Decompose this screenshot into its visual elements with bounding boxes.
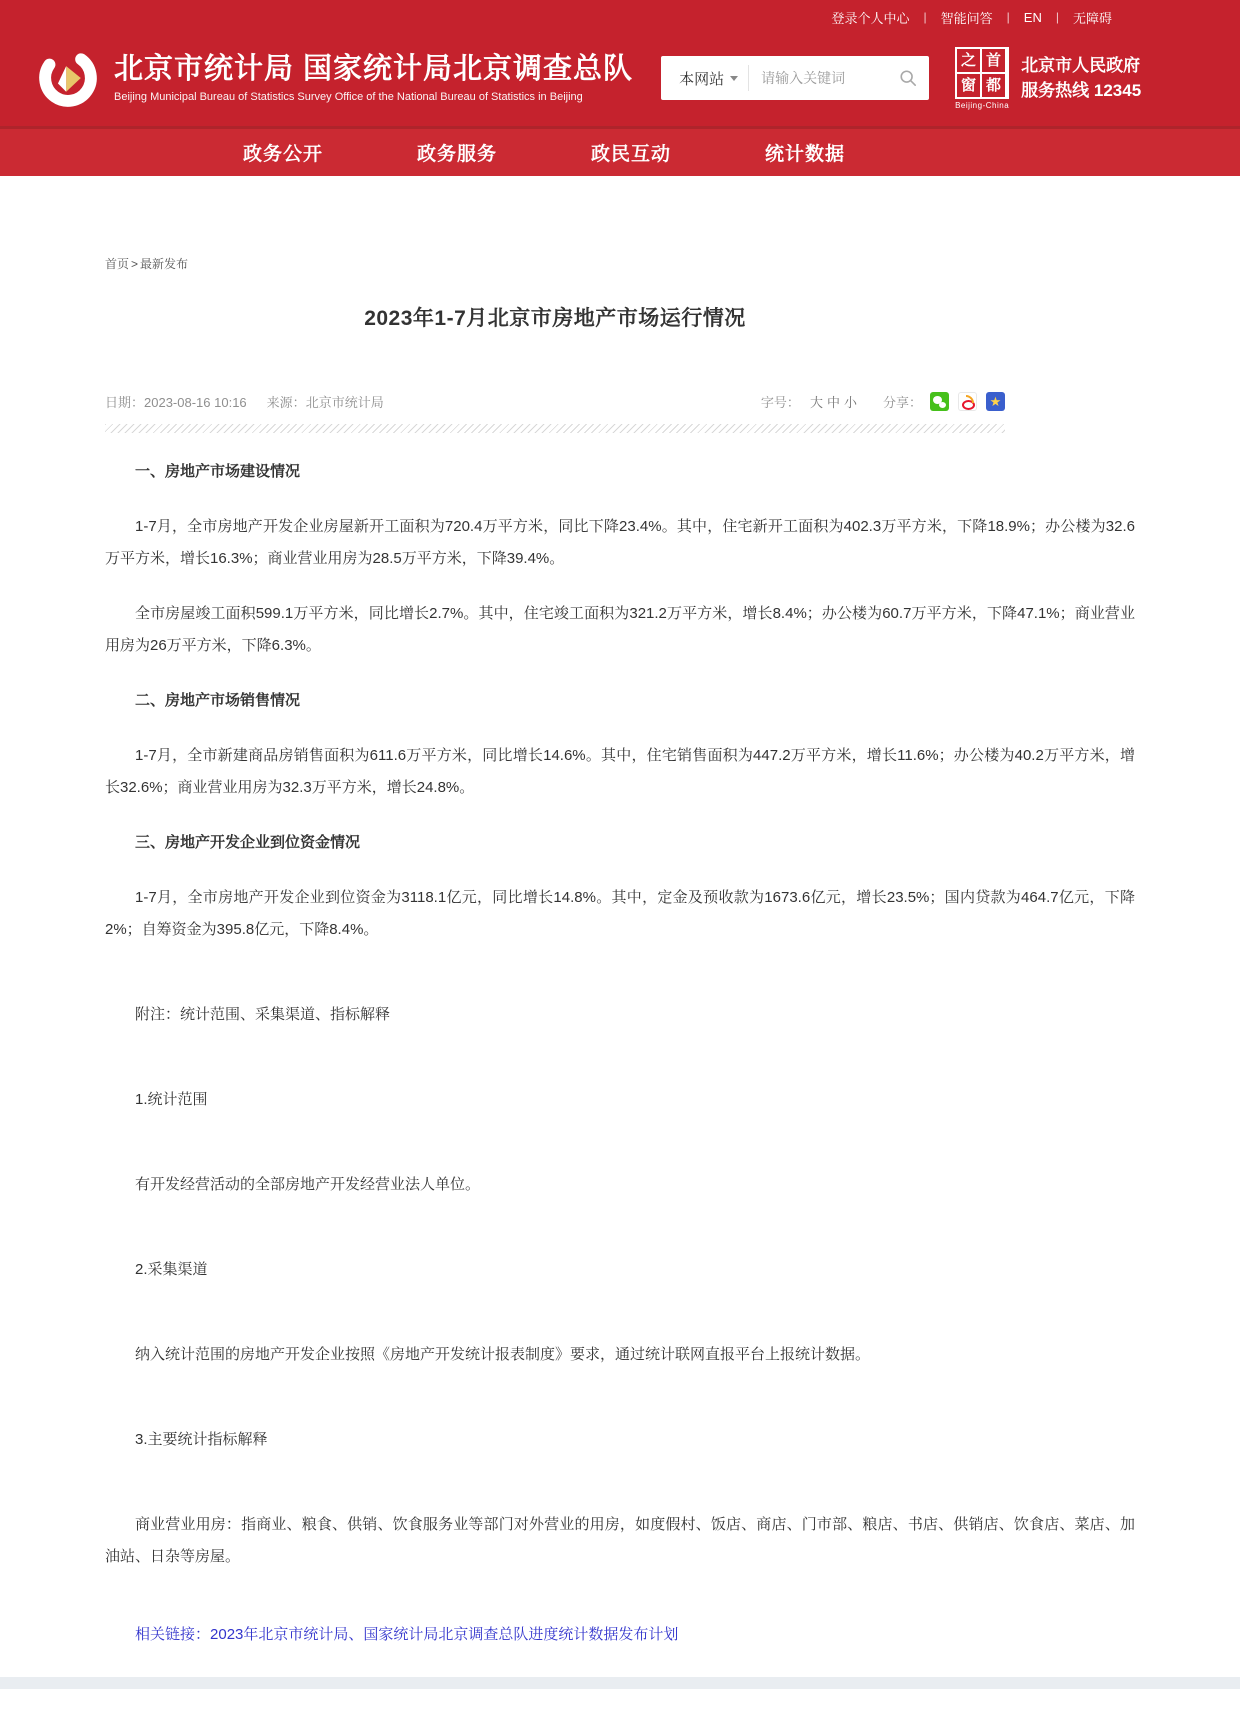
- breadcrumb-separator: >: [131, 257, 139, 271]
- page-title: 2023年1-7月北京市房地产市场运行情况: [364, 307, 746, 330]
- brand-block: [114, 53, 633, 103]
- body-paragraph: 1-7月，全市房地产开发企业房屋新开工面积为720.4万平方米，同比下降23.4%。其中，住宅新开工面积为402.3万平方米，下降18.9%；办公楼为32.6万平方米，增长16.3%；商业营业用房为28.5万平方米，下降39.4%。: [105, 518, 1135, 567]
- search-icon: [899, 69, 917, 87]
- section-heading: 一、房地产市场建设情况: [135, 463, 301, 480]
- topbar-separator: |: [923, 10, 927, 24]
- topbar-links: [832, 8, 1112, 27]
- search-box: [661, 56, 929, 100]
- bureau-logo-icon: [36, 46, 100, 110]
- fontsize-option-大[interactable]: 大: [809, 395, 823, 410]
- capital-window-grid: [955, 47, 1009, 99]
- qzone-share-icon[interactable]: [986, 392, 1005, 411]
- topbar-link-2[interactable]: 智能问答: [940, 10, 993, 26]
- topbar-separator: |: [1055, 10, 1059, 24]
- government-hotline: [1021, 53, 1141, 104]
- topbar-link-1[interactable]: 登录个人中心: [831, 10, 910, 26]
- fontsize-option-小[interactable]: 小: [843, 395, 857, 410]
- meta-right: [761, 392, 1005, 411]
- topbar: [0, 0, 1240, 34]
- search-scope-dropdown[interactable]: [661, 68, 748, 89]
- capital-window-char-4: 都: [982, 74, 1005, 97]
- nav-item-1[interactable]: 政务公开: [243, 144, 324, 165]
- body-paragraph: 附注：统计范围、采集渠道、指标解释: [135, 1006, 391, 1023]
- site-title: 北京市统计局 国家统计局北京调查总队: [114, 52, 634, 85]
- nav-item-2[interactable]: 政务服务: [417, 144, 498, 165]
- bureau-logo[interactable]: [36, 46, 100, 110]
- body-paragraph: 全市房屋竣工面积599.1万平方米，同比增长2.7%。其中，住宅竣工面积为321.2万平方米，增长8.4%；办公楼为60.7万平方米，下降47.1%；商业营业用房为26万平方米，下降6.3%。: [105, 605, 1135, 654]
- hotline-line2: 服务热线 12345: [1021, 81, 1142, 100]
- body-paragraph: 商业营业用房：指商业、粮食、供销、饮食服务业等部门对外营业的用房，如度假村、饭店、商店、门市部、粮店、书店、供销店、饮食店、菜店、加油站、日杂等房屋。: [105, 1516, 1135, 1565]
- page-body: [0, 255, 1240, 1677]
- footer-strip: [0, 1677, 1240, 1689]
- topbar-separator: |: [1006, 10, 1010, 24]
- breadcrumb: [105, 255, 1135, 272]
- related-links: [105, 1619, 1135, 1651]
- section-heading: 二、房地产市场销售情况: [135, 692, 301, 709]
- nav-item-3[interactable]: 政民互动: [591, 144, 672, 165]
- breadcrumb-item-2[interactable]: 最新发布: [140, 257, 189, 271]
- capital-window-caption: Beijing-China: [955, 100, 1010, 110]
- site-header: [0, 34, 1240, 126]
- nav-item-4[interactable]: 统计数据: [765, 144, 846, 165]
- body-paragraph: 3.主要统计指标解释: [135, 1431, 268, 1448]
- meta-left: [105, 392, 398, 411]
- share-icons: [930, 392, 1005, 411]
- fontsize-options: [808, 392, 859, 411]
- search-button[interactable]: [899, 69, 929, 87]
- section-heading: 三、房地产开发企业到位资金情况: [135, 834, 361, 851]
- capital-window-char-1: 之: [957, 49, 980, 72]
- related-link[interactable]: 2023年北京市统计局、国家统计局北京调查总队进度统计数据发布计划: [210, 1626, 679, 1643]
- search-input[interactable]: [749, 70, 899, 86]
- capital-window-char-2: 首: [982, 49, 1005, 72]
- capital-window-logo[interactable]: [955, 47, 1009, 110]
- article-date: 日期：2023-08-16 10:16: [105, 395, 247, 410]
- chevron-down-icon: [730, 76, 738, 81]
- related-label: 相关链接：: [135, 1626, 211, 1643]
- share-label: 分享：: [882, 395, 922, 410]
- wechat-share-icon[interactable]: [930, 392, 949, 411]
- search-scope-label: 本网站: [679, 70, 725, 88]
- main-nav: [0, 126, 1240, 176]
- article-header: [105, 302, 1005, 433]
- breadcrumb-item-1[interactable]: 首页: [105, 257, 130, 271]
- hatched-divider: [105, 424, 1005, 433]
- capital-window-char-3: 窗: [957, 74, 980, 97]
- fontsize-label: 字号：: [760, 395, 800, 410]
- body-paragraph: 有开发经营活动的全部房地产开发经营业法人单位。: [135, 1176, 481, 1193]
- article-source: 来源：北京市统计局: [266, 395, 384, 410]
- body-paragraph: 纳入统计范围的房地产开发企业按照《房地产开发统计报表制度》要求，通过统计联网直报平台上报统计数据。: [135, 1346, 871, 1363]
- hotline-line1: 北京市人民政府: [1021, 55, 1141, 75]
- topbar-link-4[interactable]: 无障碍: [1072, 10, 1112, 26]
- body-paragraph: 1.统计范围: [135, 1091, 208, 1108]
- body-paragraph: 1-7月，全市房地产开发企业到位资金为3118.1亿元，同比增长14.8%。其中，定金及预收款为1673.6亿元，增长23.5%；国内贷款为464.7亿元，下降2%；自筹资金为395.8亿元，下降8.4%。: [105, 889, 1135, 938]
- body-paragraph: 2.采集渠道: [135, 1261, 208, 1278]
- weibo-share-icon[interactable]: [958, 392, 977, 411]
- topbar-link-3[interactable]: EN: [1023, 9, 1042, 25]
- fontsize-option-中[interactable]: 中: [826, 395, 840, 410]
- article-meta: [105, 392, 1005, 411]
- body-paragraph: 1-7月，全市新建商品房销售面积为611.6万平方米，同比增长14.6%。其中，住宅销售面积为447.2万平方米，增长11.6%；办公楼为40.2万平方米，增长32.6%；商业营业用房为32.3万平方米，增长24.8%。: [105, 747, 1135, 796]
- site-subtitle: Beijing Municipal Bureau of Statistics Survey Office of the National Bureau of Statistics in Beijing: [114, 91, 583, 104]
- article-body: [105, 456, 1135, 1573]
